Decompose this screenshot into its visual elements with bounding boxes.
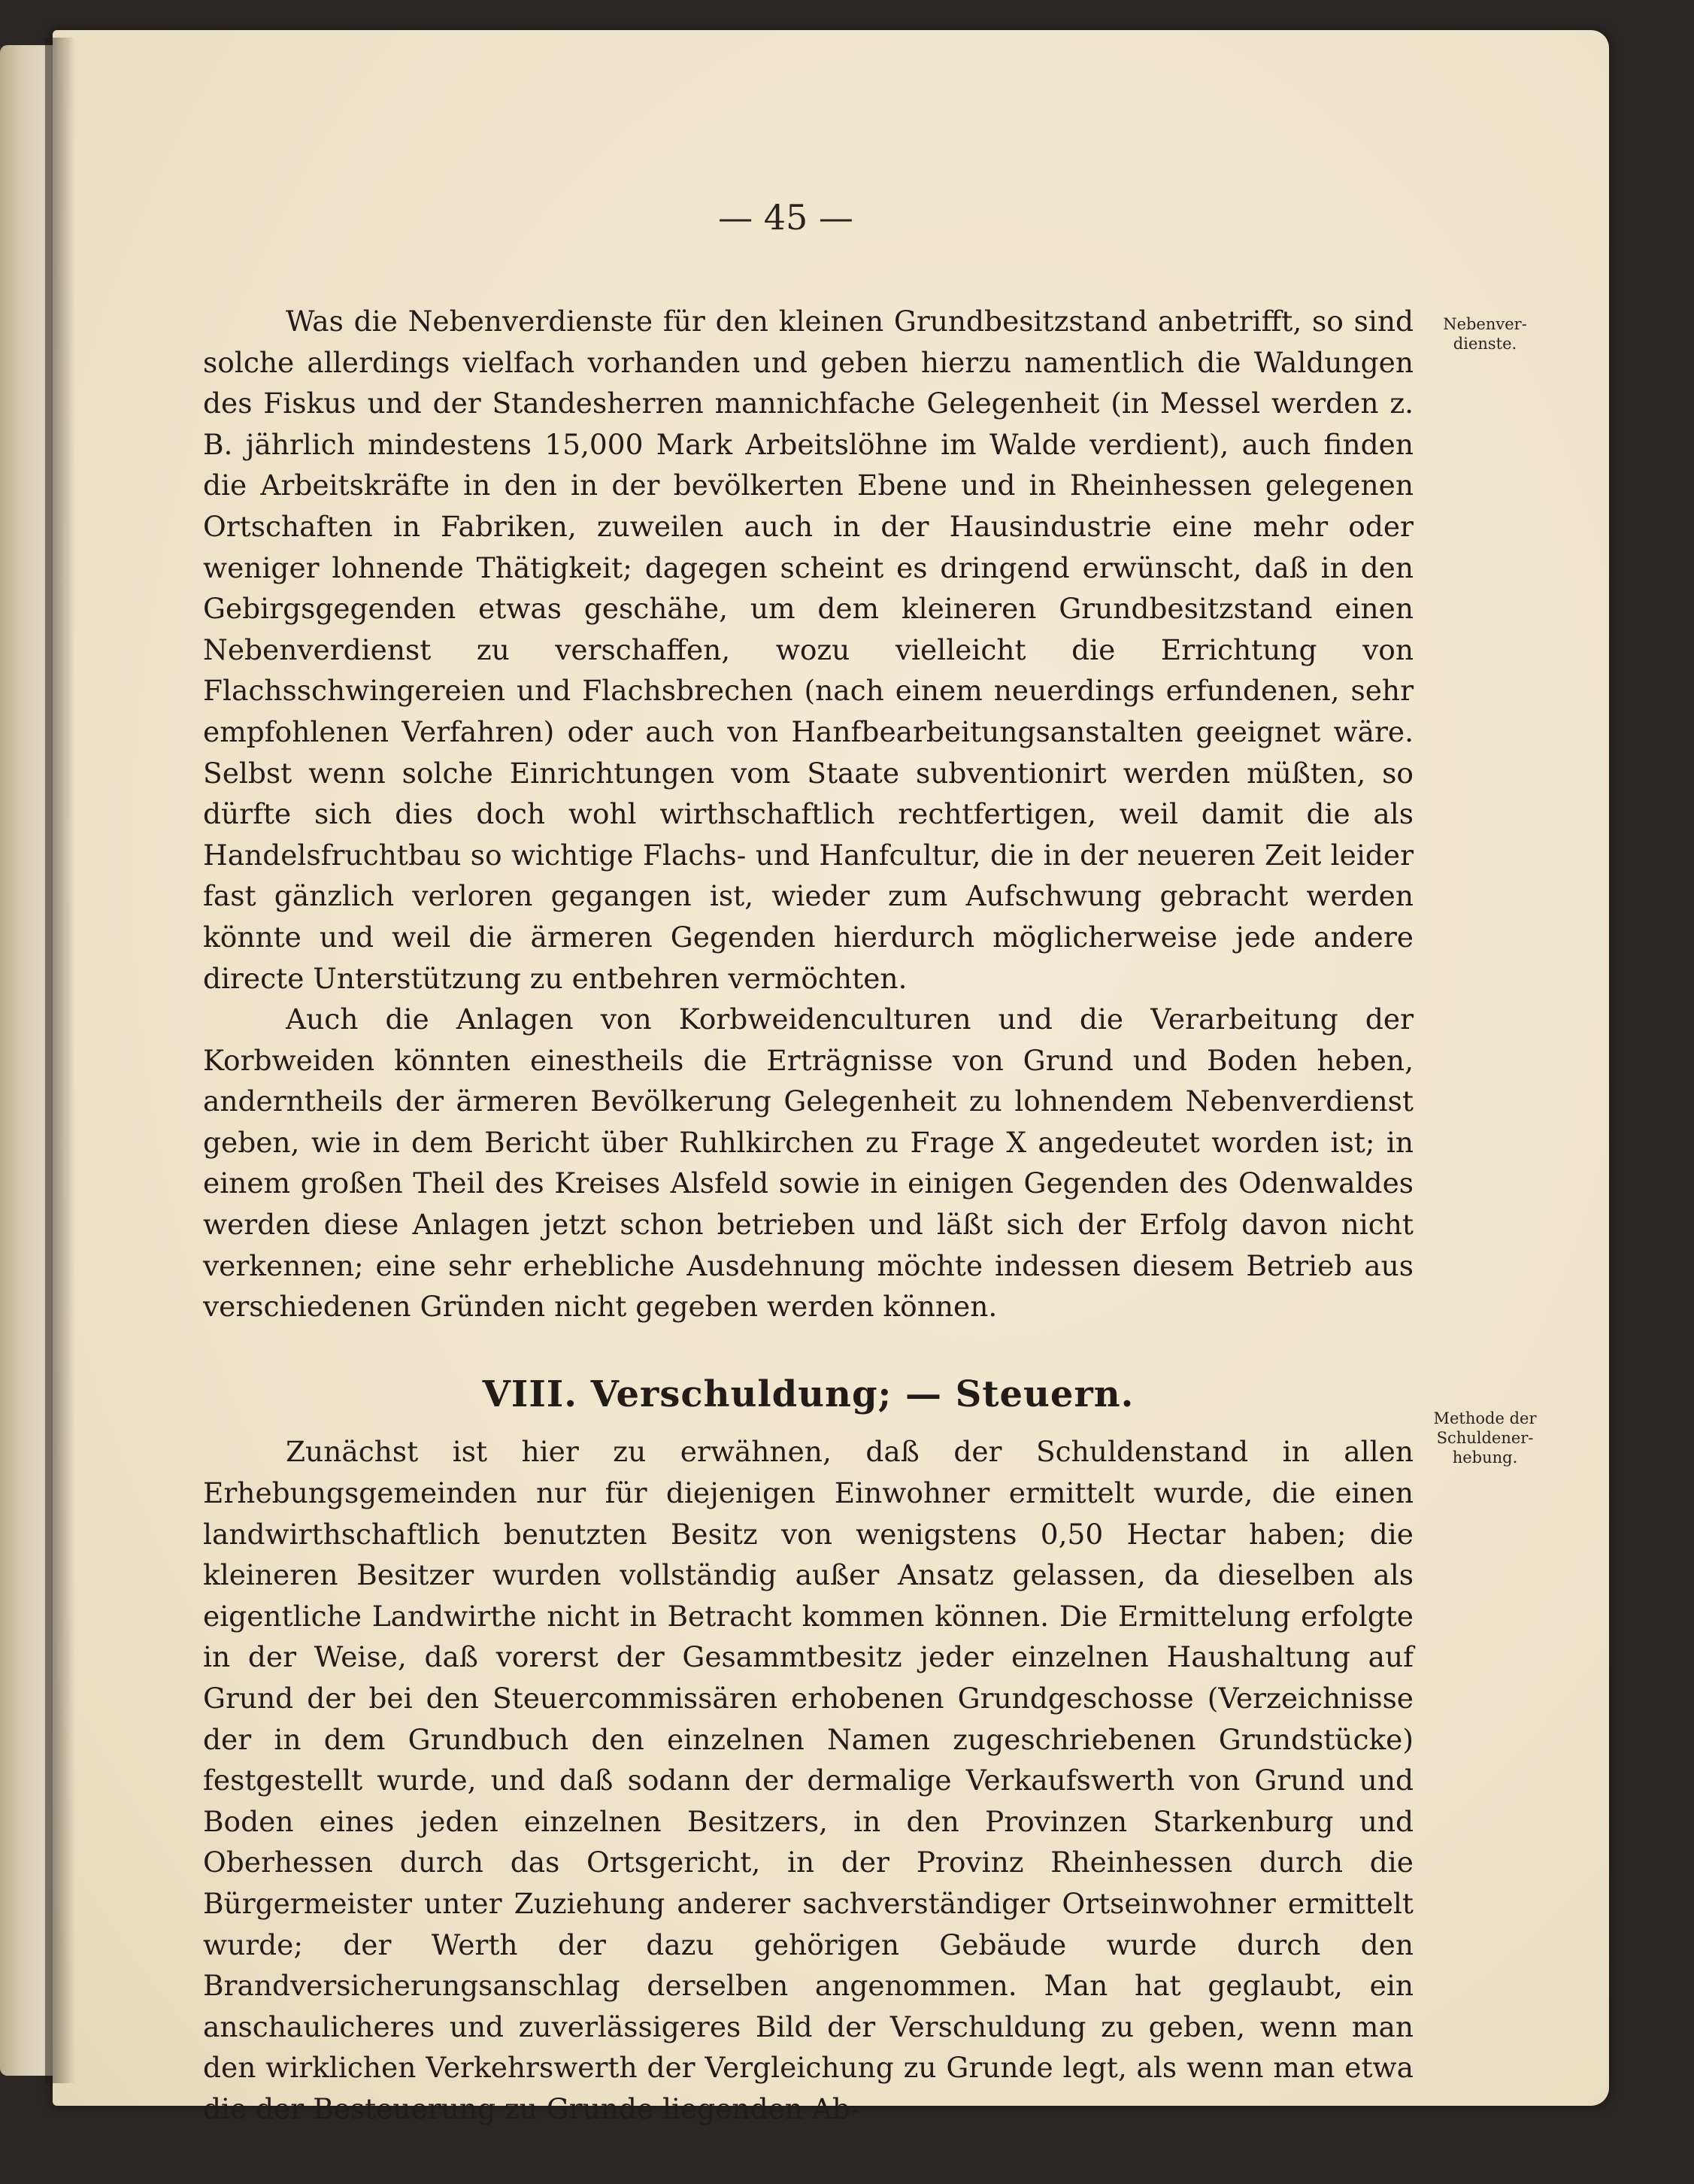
body-text xyxy=(203,301,1414,2130)
paragraph-schuldenstand: Zunächst ist hier zu erwähnen, daß der Schuldenstand in allen Erhebungsgemeinden nur für diejenigen Einwohner ermittelt wurde, die einen landwirthschaftlich benutzten Besitz von wenigstens 0,50 Hectar haben; die kleineren Besitzer wurden vollständig außer Ansatz gelassen, da dieselben als eigentliche Landwirthe nicht in Betracht kommen können. Die Ermittelung erfolgte in der Weise, daß vorerst der Gesammtbesitz jeder einzelnen Haushaltung auf Grund der bei den Steuercommissären erhobenen Grundgeschosse (Verzeichnisse der in dem Grundbuch den einzelnen Namen zugeschriebenen Grundstücke) festgestellt wurde, und daß sodann der dermalige Verkaufswerth von Grund und Boden eines jeden einzelnen Besitzers, in den Provinzen Starkenburg und Oberhessen durch das Ortsgericht, in der Provinz Rheinhessen durch die Bürgermeister unter Zuziehung anderer sachverständiger Ortseinwohner ermittelt wurde; der Werth der dazu gehörigen Gebäude wurde durch den Brandversicherungsanschlag derselben angenommen. Man hat geglaubt, ein anschaulicheres und zuverlässigeres Bild der Verschuldung zu geben, wenn man den wirklichen Verkehrswerth der Vergleichung zu Grunde legt, als wenn man etwa die der Besteuerung zu Grunde liegenden Ab- xyxy=(203,1435,1414,2125)
paragraph-korbweiden: Auch die Anlagen von Korbweidenculturen und die Verarbeitung der Korbweiden könnten einestheils die Erträgnisse von Grund und Boden heben, anderntheils der ärmeren Bevölkerung Gelegenheit zu lohnendem Nebenverdienst geben, wie in dem Bericht über Ruhlkirchen zu Frage X angedeutet worden ist; in einem großen Theil des Kreises Alsfeld sowie in einigen Gegenden des Odenwaldes werden diese Anlagen jetzt schon betrieben und läßt sich der Erfolg davon nicht verkennen; eine sehr erhebliche Ausdehnung möchte indessen diesem Betrieb aus verschiedenen Gründen nicht gegeben werden können. xyxy=(203,1003,1414,1324)
page-number: — 45 — xyxy=(718,197,853,238)
margin-note-schulderhebung: Methode der Schuldener- hebung. xyxy=(1433,1409,1537,1467)
margin-note-nebenverdienste: Nebenver- dienste. xyxy=(1443,315,1527,353)
paragraph-nebenverdienste: Was die Nebenverdienste für den kleinen Grundbesitzstand anbetrifft, so sind solche allerdings vielfach vorhanden und geben hierzu namentlich die Waldungen des Fiskus und der Standesherren mannichfache Gelegenheit (in Messel werden z. B. jährlich mindestens 15,000 Mark Arbeitslöhne im Walde verdient), auch finden die Arbeitskräfte in den in der bevölkerten Ebene und in Rheinhessen gelegenen Ortschaften in Fabriken, zuweilen auch in der Hausindustrie eine mehr oder weniger lohnende Thätigkeit; dagegen scheint es dringend erwünscht, daß in den Gebirgsgegenden etwas geschähe, um dem kleineren Grundbesitzstand einen Nebenverdienst zu verschaffen, wozu vielleicht die Errichtung von Flachsschwingereien und Flachsbrechen (nach einem neuerdings erfundenen, sehr empfohlenen Verfahren) oder auch von Hanfbearbeitungsanstalten geeignet wäre. Selbst wenn solche Einrichtungen vom Staate subventionirt werden müßten, so dürfte sich dies doch wohl wirthschaftlich rechtfertigen, weil damit die als Handelsfruchtbau so wichtige Flachs- und Hanfcultur, die in der neueren Zeit leider fast gänzlich verloren gegangen ist, wieder zum Aufschwung gebracht werden könnte und weil die ärmeren Gegenden hierdurch möglicherweise jede andere directe Unterstützung zu entbehren vermöchten. xyxy=(203,305,1414,995)
spine-shadow xyxy=(45,38,75,2083)
page xyxy=(53,30,1609,2125)
section-heading: VIII. Verschuldung; — Steuern. xyxy=(482,1373,1135,1415)
